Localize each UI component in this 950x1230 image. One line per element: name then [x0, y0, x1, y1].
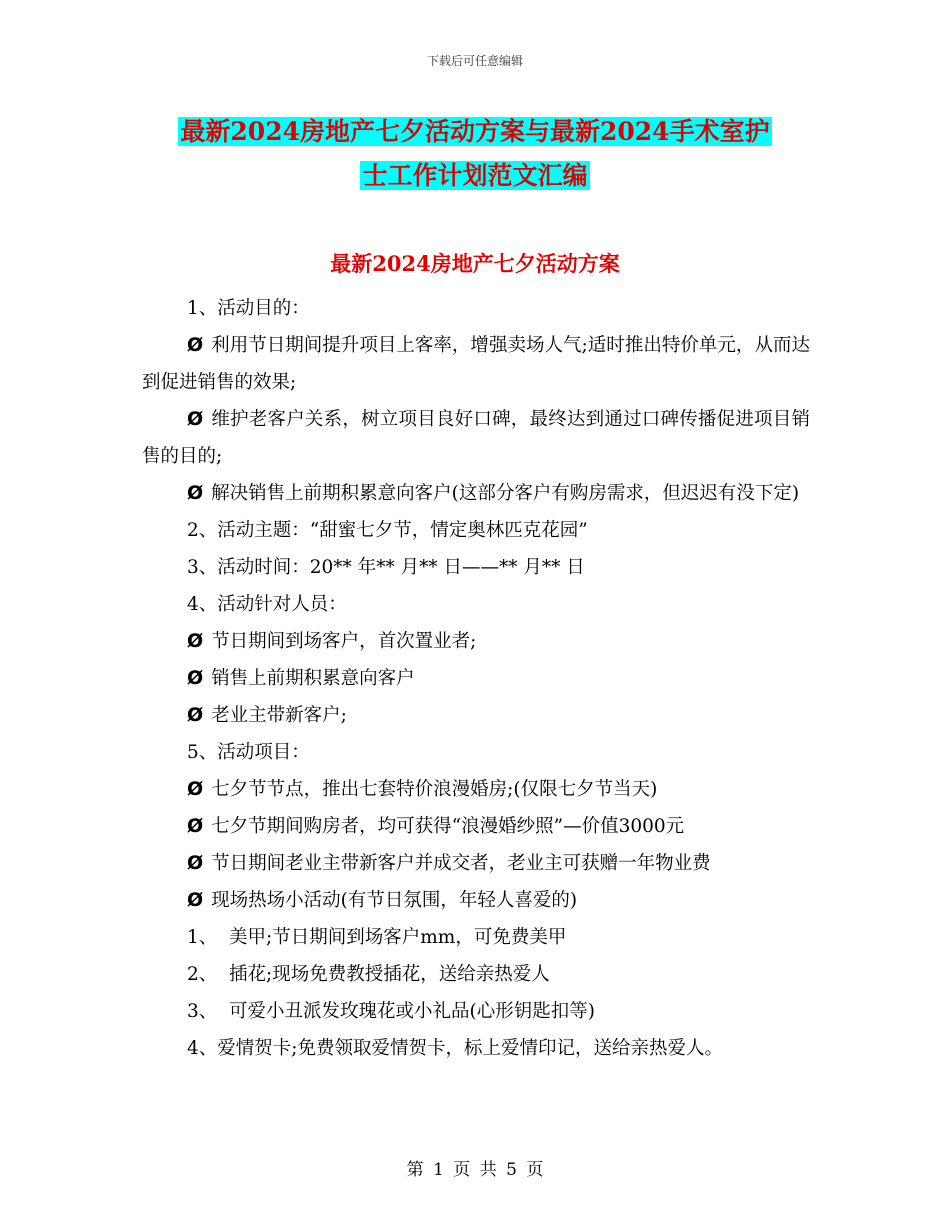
paragraph	[142, 993, 810, 1030]
paragraph-text: 节日期间老业主带新客户并成交者，老业主可获赠一年物业费	[211, 853, 711, 874]
paragraph-text: 七夕节节点，推出七套特价浪漫婚房;(仅限七夕节当天)	[211, 779, 658, 800]
bullet-symbol: Ø	[187, 482, 204, 504]
bullet-paragraph	[142, 660, 810, 697]
bullet-paragraph	[142, 882, 810, 919]
paragraph-text: 2、 插花;现场免费教授插花，送给亲热爱人	[187, 964, 550, 985]
paragraph-text: 3、 可爱小丑派发玫瑰花或小礼品(心形钥匙扣等)	[187, 1001, 595, 1022]
paragraph	[142, 512, 810, 549]
bullet-paragraph	[142, 808, 810, 845]
paragraph	[142, 734, 810, 771]
paragraph	[142, 290, 810, 327]
document-body	[142, 290, 810, 1067]
paragraph	[142, 919, 810, 956]
paragraph-text: 解决销售上前期积累意向客户(这部分客户有购房需求，但迟迟有没下定)	[211, 483, 800, 504]
paragraph-text: 4、活动针对人员：	[187, 594, 347, 615]
paragraph	[142, 1030, 810, 1067]
bullet-symbol: Ø	[187, 778, 204, 800]
bullet-symbol: Ø	[187, 667, 204, 689]
bullet-symbol: Ø	[187, 704, 204, 726]
paragraph-text: 销售上前期积累意向客户	[211, 668, 415, 689]
document-title-line-1: 最新2024房地产七夕活动方案与最新2024手术室护	[180, 117, 770, 146]
header-note: 下载后可任意编辑	[426, 54, 523, 68]
paragraph-text: 5、活动项目：	[187, 742, 310, 763]
paragraph-text: 2、活动主题：“甜蜜七夕节，情定奥林匹克花园”	[187, 520, 588, 541]
paragraph-text: 维护老客户关系，树立项目良好口碑，最终达到通过口碑传播促进项目销售的目的;	[142, 409, 810, 467]
paragraph-text: 现场热场小活动(有节日氛围，年轻人喜爱的)	[211, 890, 578, 911]
page-footer: 第 1 页 共 5 页	[406, 1160, 544, 1180]
bullet-paragraph	[142, 771, 810, 808]
document-title-line-2: 士工作计划范文汇编	[362, 161, 588, 190]
bullet-paragraph	[142, 401, 810, 475]
paragraph	[142, 586, 810, 623]
bullet-symbol: Ø	[187, 630, 204, 652]
bullet-symbol: Ø	[187, 408, 204, 430]
paragraph-text: 1、活动目的：	[187, 298, 310, 319]
paragraph-text: 利用节日期间提升项目上客率，增强卖场人气;适时推出特价单元，从而达到促进销售的效果;	[142, 335, 810, 393]
paragraph-text: 1、 美甲;节日期间到场客户mm，可免费美甲	[187, 927, 567, 948]
bullet-symbol: Ø	[187, 815, 204, 837]
bullet-paragraph	[142, 327, 810, 401]
bullet-symbol: Ø	[187, 334, 204, 356]
bullet-paragraph	[142, 845, 810, 882]
paragraph-text: 老业主带新客户;	[211, 705, 347, 726]
bullet-paragraph	[142, 475, 810, 512]
bullet-paragraph	[142, 697, 810, 734]
bullet-paragraph	[142, 623, 810, 660]
paragraph	[142, 956, 810, 993]
paragraph-text: 3、活动时间：20** 年** 月** 日——** 月** 日	[187, 557, 585, 578]
paragraph-text: 节日期间到场客户，首次置业者;	[211, 631, 477, 652]
paragraph-text: 七夕节期间购房者，均可获得“浪漫婚纱照”—价值3000元	[211, 816, 685, 837]
paragraph-text: 4、爱情贺卡;免费领取爱情贺卡，标上爱情印记，送给亲热爱人。	[187, 1038, 724, 1059]
section-title: 最新2024房地产七夕活动方案	[330, 251, 620, 276]
bullet-symbol: Ø	[187, 852, 204, 874]
bullet-symbol: Ø	[187, 889, 204, 911]
document-title	[150, 110, 800, 198]
paragraph	[142, 549, 810, 586]
